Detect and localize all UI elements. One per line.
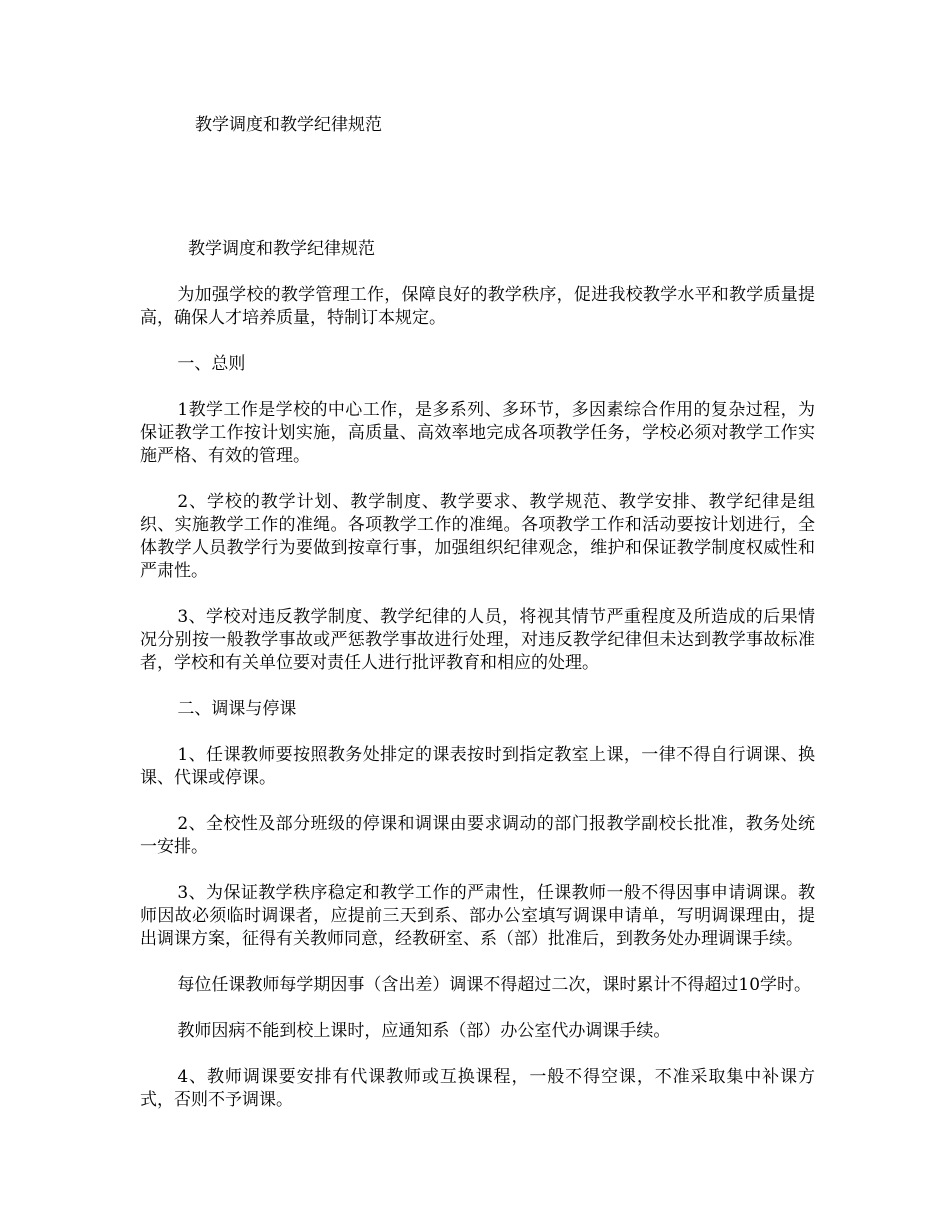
paragraph: 3、学校对违反教学制度、教学纪律的人员，将视其情节严重程度及所造成的后果情况分别按一般教学事故或严惩教学事故进行处理，对违反教学纪律但未达到教学事故标准者，学校和有关单位要对责任人进行批评教育和相应的处理。 (140, 607, 815, 673)
paragraph: 4、教师调课要安排有代课教师或互换课程，一般不得空课，不准采取集中补课方式，否则不予调课。 (140, 1067, 815, 1110)
paragraph: 1教学工作是学校的中心工作，是多系列、多环节，多因素综合作用的复杂过程，为保证教学工作按计划实施，高质量、高效率地完成各项教学任务，学校必须对教学工作实施严格、有效的管理。 (140, 400, 815, 466)
paragraph: 3、为保证教学秩序稳定和教学工作的严肃性，任课教师一般不得因事申请调课。教师因故必须临时调课者，应提前三天到系、部办公室填写调课申请单，写明调课理由，提出调课方案，征得有关教师同意，经教研室、系（部）批准后，到教务处办理调课手续。 (140, 883, 815, 949)
paragraph: 教师因病不能到校上课时，应通知系（部）办公室代办调课手续。 (177, 1021, 671, 1041)
intro-paragraph: 为加强学校的教学管理工作，保障良好的教学秩序，促进我校教学水平和教学质量提高，确保人才培养质量，特制订本规定。 (140, 285, 815, 328)
document-body (140, 238, 815, 1135)
section-heading-schedule-changes: 二、调课与停课 (177, 699, 297, 719)
document-header-title: 教学调度和教学纪律规范 (195, 115, 382, 135)
paragraph: 1、任课教师要按照教务处排定的课表按时到指定教室上课，一律不得自行调课、换课、代课或停课。 (140, 745, 815, 788)
paragraph: 每位任课教师每学期因事（含出差）调课不得超过二次，课时累计不得超过10学时。 (177, 975, 812, 995)
paragraph: 2、全校性及部分班级的停课和调课由要求调动的部门报教学副校长批准，教务处统一安排。 (140, 814, 815, 857)
paragraph: 2、学校的教学计划、教学制度、教学要求、教学规范、教学安排、教学纪律是组织、实施教学工作的准绳。各项教学工作的准绳。各项教学工作和活动要按计划进行，全体教学人员教学行为要做到按章行事，加强组织纪律观念，维护和保证教学制度权威性和严肃性。 (140, 492, 815, 581)
document-title: 教学调度和教学纪律规范 (188, 239, 375, 259)
section-heading-general: 一、总则 (177, 354, 246, 374)
